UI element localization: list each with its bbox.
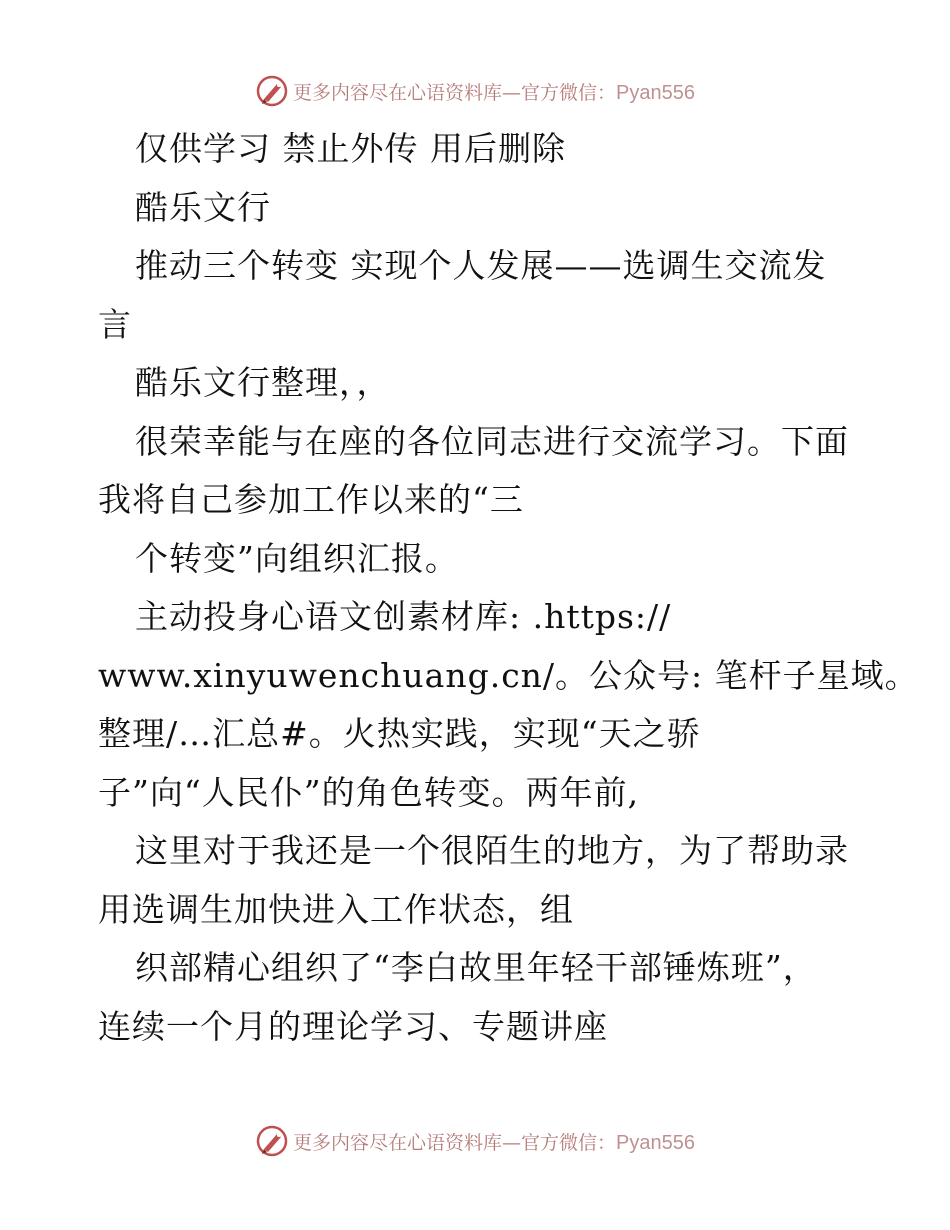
paragraph-line: 用选调生加快进入工作状态，组 [98, 889, 574, 929]
pen-logo-icon [255, 1124, 289, 1158]
watermark-dash: — [502, 81, 522, 104]
watermark-dash: — [502, 1131, 522, 1154]
paragraph-line: 我将自己参加工作以来的“三 [98, 480, 524, 519]
notice-line: 仅供学习 禁止外传 用后删除 [135, 129, 566, 168]
paragraph-line: 整理/…汇总#。火热实践，实现“天之骄 [98, 714, 701, 753]
paragraph-line: 这里对于我还是一个很陌生的地方，为了帮助录 [135, 831, 849, 870]
pen-logo-icon [255, 74, 289, 108]
document-title: 推动三个转变 实现个人发展——选调生交流发 [135, 246, 827, 285]
watermark-prefix: 更多内容尽在心语资料库 [293, 1131, 503, 1154]
paragraph-line: www.xinyuwenchuang.cn/。公众号: 笔杆子星域。 [98, 655, 919, 695]
paragraph-line: 很荣幸能与在座的各位同志进行交流学习。下面 [135, 421, 849, 461]
paragraph-line: 主动投身心语文创素材库: .https:// [135, 597, 672, 636]
paragraph-line: 子”向“人民仆”的角色转变。两年前, [98, 772, 640, 812]
source-line: 酷乐文行 [135, 187, 271, 227]
paragraph-line: 连续一个月的理论学习、专题讲座 [98, 1006, 608, 1046]
watermark-contact: 官方微信： [521, 1131, 617, 1154]
document-title-continued: 言 [98, 304, 132, 344]
watermark-handle: Pyan556 [616, 1131, 695, 1154]
paragraph-line: 个转变”向组织汇报。 [135, 538, 459, 578]
watermark-prefix: 更多内容尽在心语资料库 [293, 81, 503, 104]
editor-line: 酷乐文行整理，， [135, 363, 391, 402]
footer-watermark [0, 1121, 950, 1161]
document-body [98, 120, 919, 1056]
watermark-handle: Pyan556 [616, 81, 695, 104]
header-watermark [0, 71, 950, 111]
watermark-contact: 官方微信： [521, 81, 617, 104]
paragraph-line: 织部精心组织了“李白故里年轻干部锤炼班”， [135, 948, 817, 987]
